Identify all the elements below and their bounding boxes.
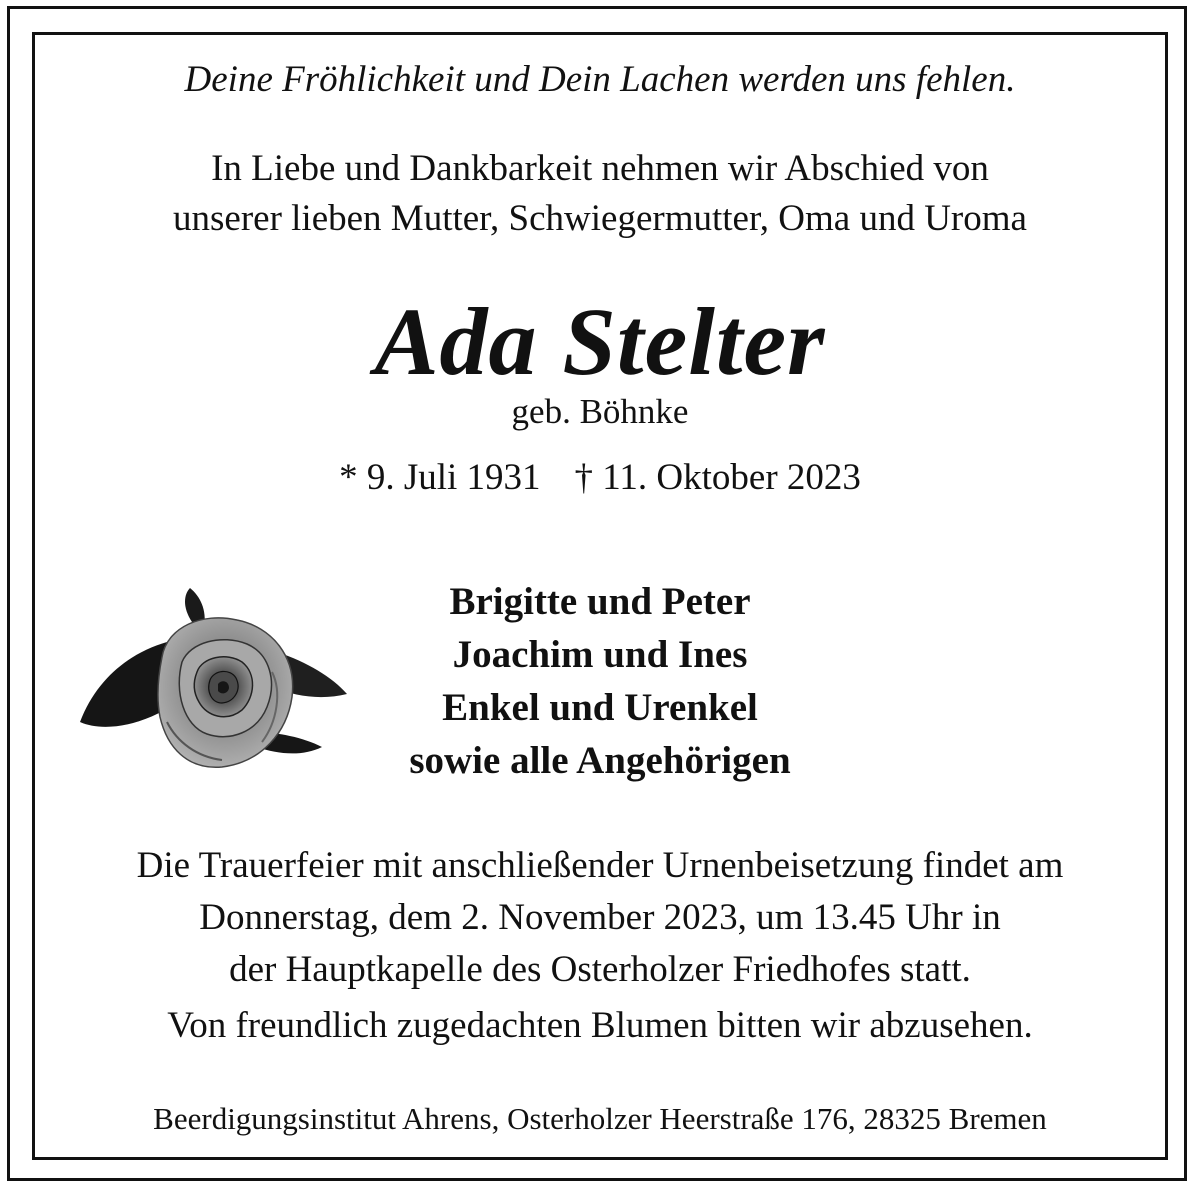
birth-name: geb. Böhnke	[511, 392, 689, 431]
birth-date: * 9. Juli 1931	[339, 457, 541, 498]
life-dates	[0, 456, 1200, 499]
mourner-line: Brigitte und Peter	[449, 580, 751, 623]
mourner-line: Joachim und Ines	[452, 633, 748, 676]
mourner-line: sowie alle Angehörigen	[409, 739, 791, 782]
mourners-block	[300, 575, 900, 787]
deceased-name: Ada Stelter	[374, 288, 826, 395]
flowers-note: Von freundlich zugedachten Blumen bitten wir abzusehen.	[167, 1005, 1033, 1046]
service-line-1: Die Trauerfeier mit anschließender Urnenbeisetzung findet am	[136, 845, 1064, 886]
death-date: † 11. Oktober 2023	[574, 457, 861, 498]
mourner-line: Enkel und Urenkel	[442, 686, 758, 729]
service-line-2: Donnerstag, dem 2. November 2023, um 13.45 Uhr in	[199, 897, 1001, 938]
motto-line: Deine Fröhlichkeit und Dein Lachen werden uns fehlen.	[184, 59, 1016, 100]
intro-line-2: unserer lieben Mutter, Schwiegermutter, Oma und Uroma	[173, 198, 1027, 239]
intro-line-1: In Liebe und Dankbarkeit nehmen wir Abschied von	[211, 148, 989, 189]
service-line-3: der Hauptkapelle des Osterholzer Friedhofes statt.	[229, 949, 971, 990]
service-block	[0, 840, 1200, 996]
undertaker-line: Beerdigungsinstitut Ahrens, Osterholzer Heerstraße 176, 28325 Bremen	[153, 1101, 1047, 1136]
